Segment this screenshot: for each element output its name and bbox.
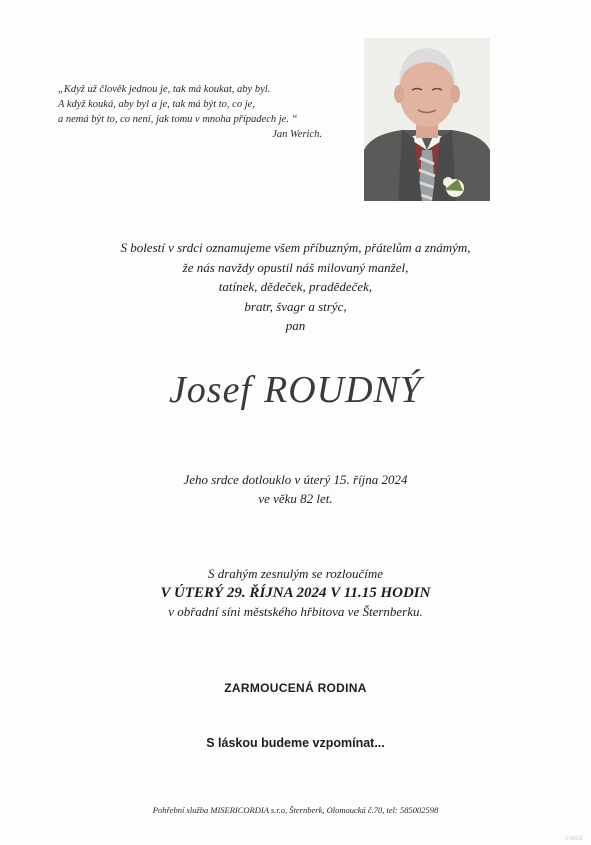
age: ve věku 82 let.: [258, 491, 333, 506]
farewell-info: [0, 565, 591, 621]
quote-block: [58, 82, 328, 142]
portrait-photo: [364, 38, 490, 201]
remembrance-line: S láskou budeme vzpomínat...: [206, 736, 385, 750]
first-name: Josef: [168, 369, 253, 411]
announcement-line: pan: [285, 318, 306, 333]
farewell-place: v obřadní síni městského hřbitova ve Šternberku.: [168, 604, 423, 619]
watermark: © MIGE: [565, 836, 583, 842]
last-name: ROUDNÝ: [264, 369, 423, 411]
quote-line: A když kouká, aby byl a je, tak má být to, co je,: [58, 99, 255, 110]
deceased-name: [0, 368, 591, 412]
quote-line: a nemá být to, co není, jak tomu v mnoha případech je. “: [58, 114, 298, 125]
death-date: Jeho srdce dotlouklo v úterý 15. října 2024: [183, 472, 408, 487]
death-notice: [0, 470, 591, 508]
announcement-line: že nás navždy opustil náš milovaný manžel,: [182, 259, 409, 275]
farewell-intro: S drahým zesnulým se rozloučíme: [208, 566, 383, 581]
quote-author: Jan Werich.: [272, 129, 322, 140]
announcement-line: bratr, švagr a strýc,: [244, 298, 347, 314]
funeral-service-footer: Pohřební služba MISERICORDIA s.r.o, Šternberk, Olomoucká č.70, tel: 585002598: [152, 805, 439, 815]
portrait-illustration: [364, 38, 490, 201]
announcement-text: [40, 238, 551, 336]
family-signature: ZARMOUCENÁ RODINA: [224, 681, 367, 695]
quote-line: „Když už člověk jednou je, tak má koukat, aby byl.: [58, 84, 271, 95]
announcement-line: S bolestí v srdci oznamujeme všem příbuzným, přátelům a známým,: [120, 240, 471, 255]
farewell-datetime: V ÚTERÝ 29. ŘÍJNA 2024 V 11.15 HODIN: [160, 585, 431, 601]
announcement-line: tatínek, dědeček, pradědeček,: [218, 279, 373, 294]
